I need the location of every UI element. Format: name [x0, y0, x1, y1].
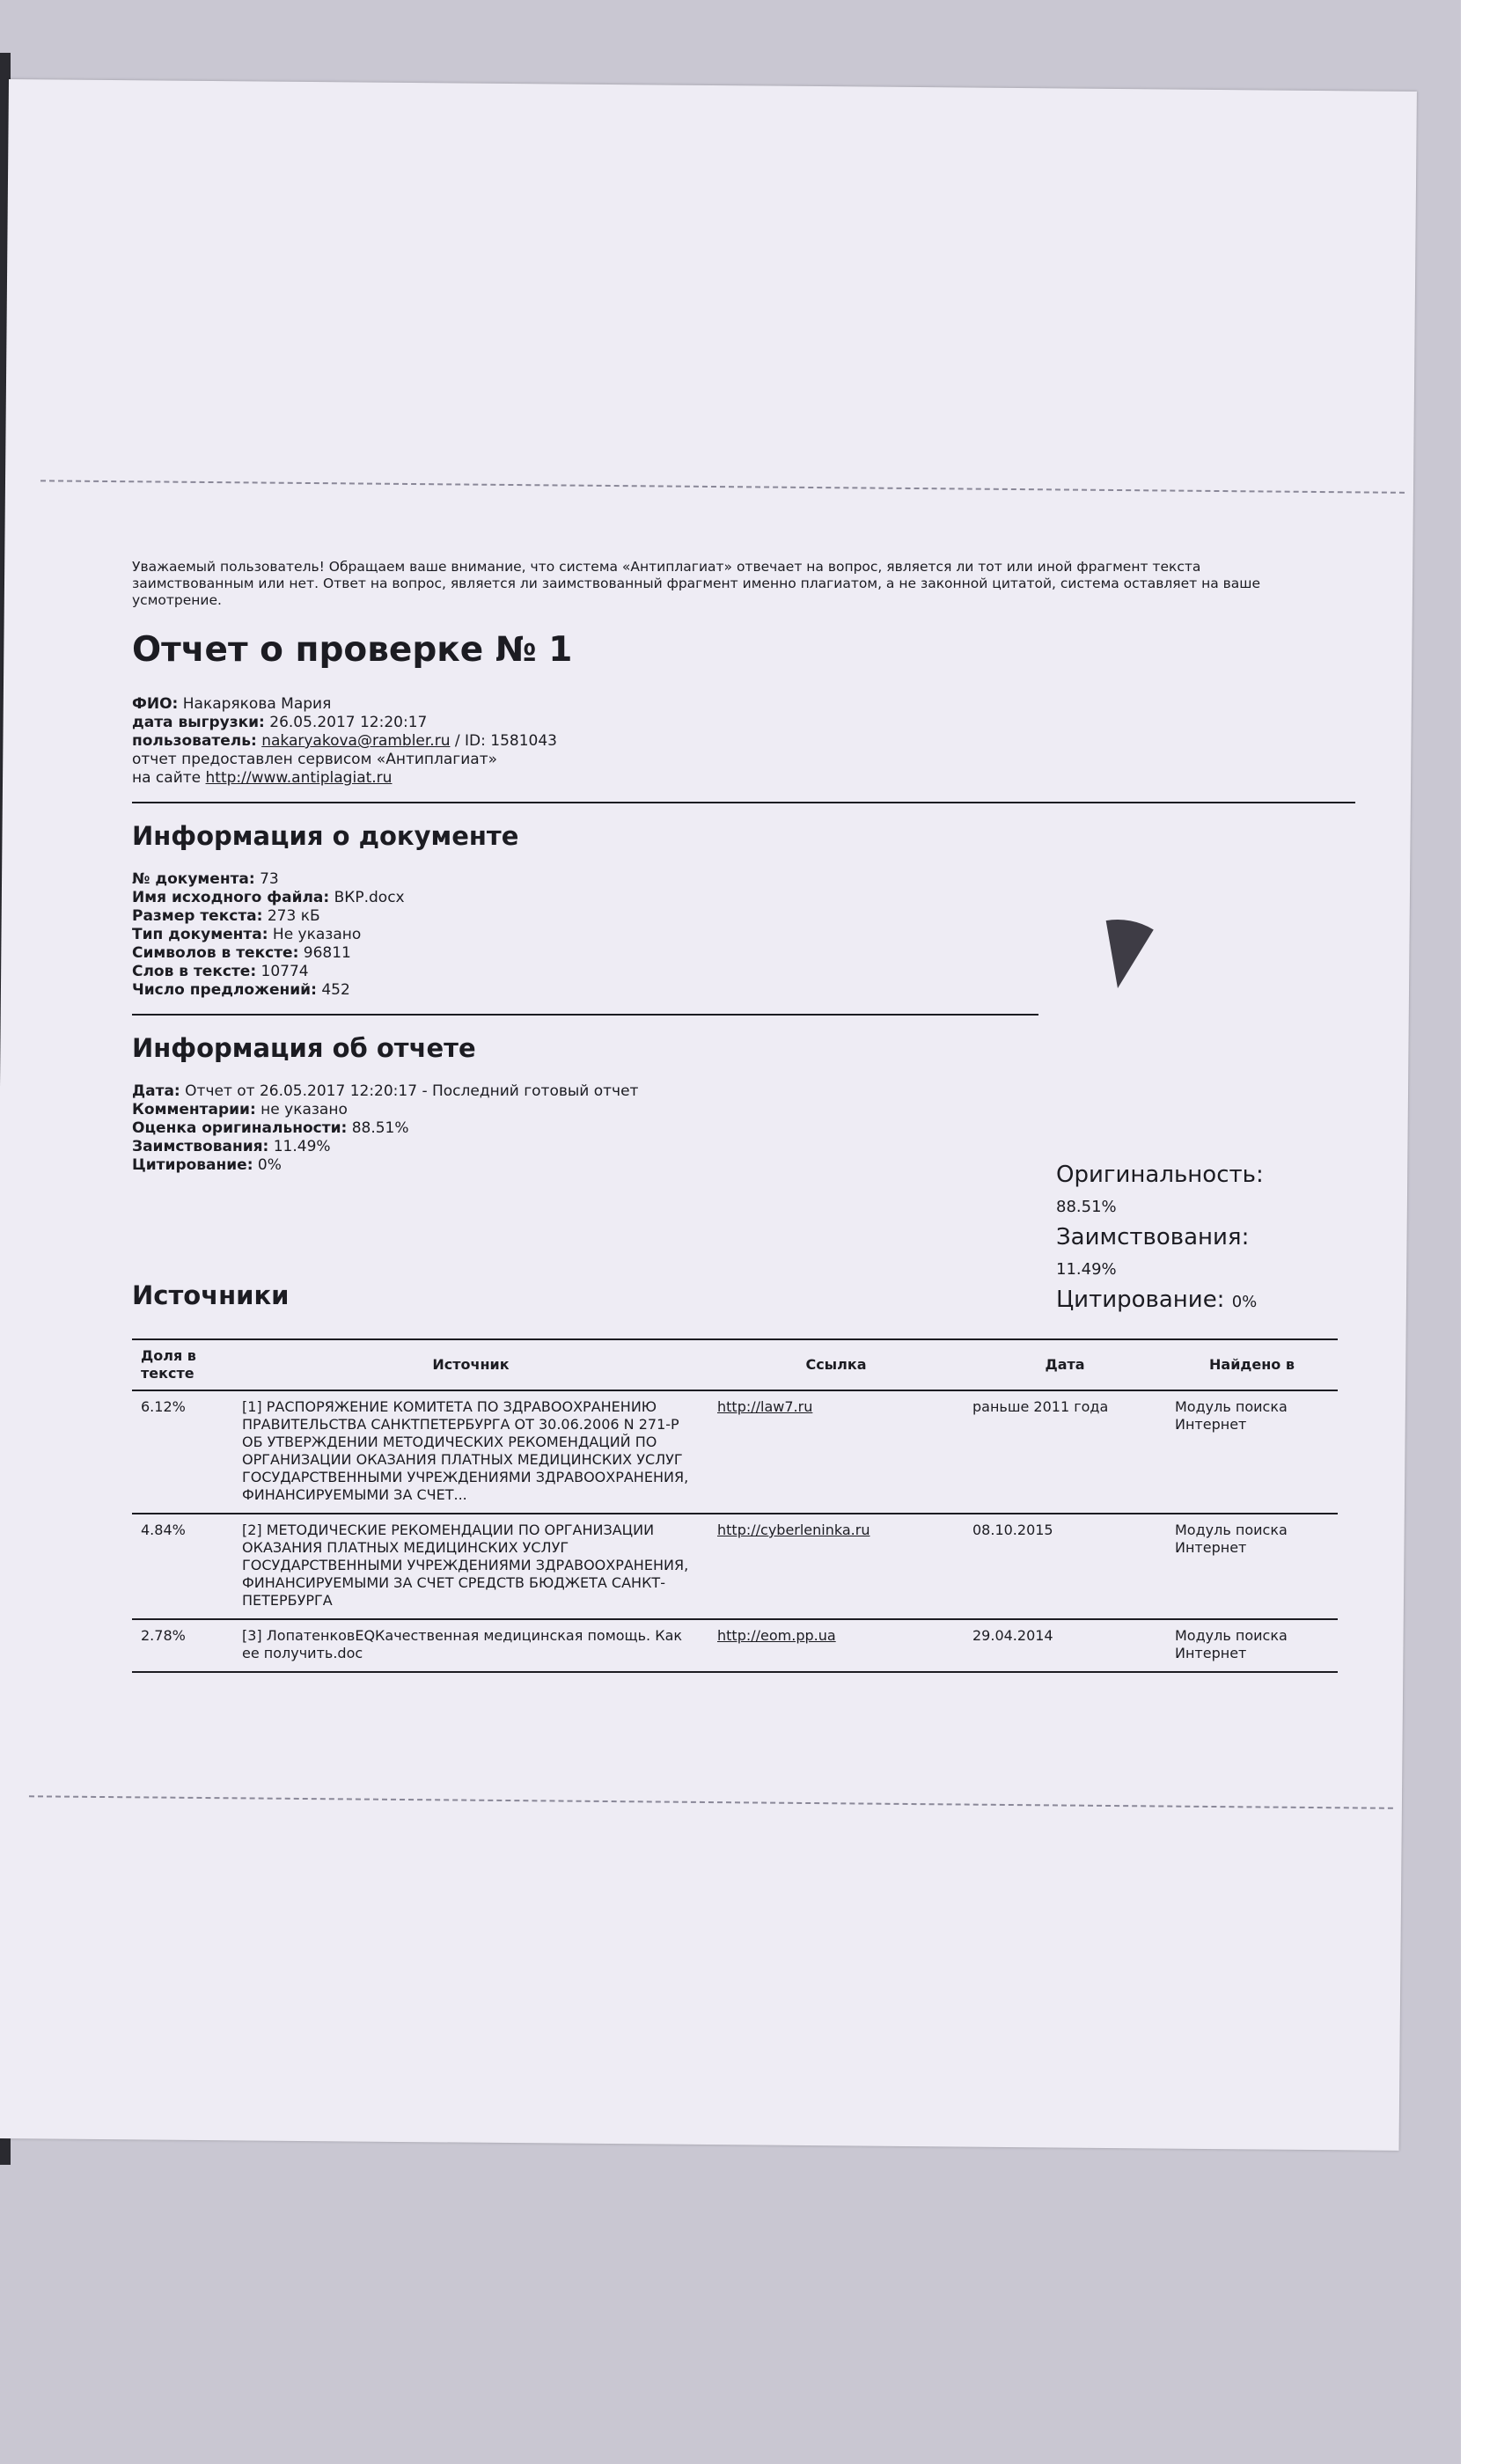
- user-id: / ID: 1581043: [454, 732, 557, 750]
- source-cell: [233, 1619, 708, 1672]
- table-row: [132, 1390, 1338, 1514]
- report-info-heading: Информация об отчете: [132, 1033, 476, 1063]
- divider: [132, 802, 1355, 803]
- report-info-label: Оценка оригинальности:: [132, 1119, 348, 1137]
- report-info-label: Комментарии:: [132, 1101, 256, 1118]
- source-link-text[interactable]: http://law7.ru: [717, 1398, 813, 1415]
- fio-row: ФИО: Накарякова Мария: [132, 695, 332, 713]
- col-date: Дата: [964, 1339, 1166, 1390]
- col-source: Источник: [233, 1339, 708, 1390]
- sources-body: [132, 1390, 1338, 1672]
- user-row: пользователь: nakaryakova@rambler.ru / ID: 1581043: [132, 732, 557, 750]
- source-link-text[interactable]: http://eom.pp.ua: [717, 1627, 836, 1644]
- divider: [132, 1014, 1038, 1016]
- found-in-cell-text: Модуль поиска Интернет: [1175, 1398, 1288, 1433]
- originality-pie-chart: [1030, 900, 1206, 1076]
- doc-info-value: 452: [321, 981, 350, 999]
- report-info-label: Дата:: [132, 1082, 180, 1100]
- sources-table: [132, 1338, 1338, 1673]
- report-info-row: [132, 1082, 1311, 1101]
- provided-by: отчет предоставлен сервисом «Антиплагиат»: [132, 751, 497, 768]
- found-in-cell: [1166, 1514, 1338, 1619]
- table-row: [132, 1514, 1338, 1619]
- report-info-value: не указано: [261, 1101, 348, 1118]
- site-row: на сайте http://www.antiplagiat.ru: [132, 769, 393, 787]
- source-cell-text: [3] ЛопатенковEQКачественная медицинская помощь. Как ее получить.doc: [242, 1627, 683, 1661]
- export-date-value: 26.05.2017 12:20:17: [269, 714, 428, 731]
- report-content: [132, 559, 1311, 1673]
- date-cell: [964, 1619, 1166, 1672]
- date-cell: [964, 1390, 1166, 1514]
- found-in-cell-text: Модуль поиска Интернет: [1175, 1627, 1288, 1661]
- source-link[interactable]: [708, 1514, 964, 1619]
- report-info-row: [132, 1138, 1311, 1156]
- source-cell-text: [2] МЕТОДИЧЕСКИЕ РЕКОМЕНДАЦИИ ПО ОРГАНИЗАЦИИ ОКАЗАНИЯ ПЛАТНЫХ МЕДИЦИНСКИХ УСЛУГ ГОСУДАРСТВЕННЫМИ УЧРЕЖДЕНИЯМИ ЗДРАВООХРАНЕНИЯ, ФИНАНСИРУЕМЫМИ ЗА СЧЕТ СРЕДСТВ БЮДЖЕТА САНКТ-ПЕТЕРБУРГА: [242, 1522, 689, 1609]
- source-cell: [233, 1514, 708, 1619]
- date-cell-text: раньше 2011 года: [972, 1398, 1109, 1415]
- share-cell: [132, 1514, 233, 1619]
- doc-info-value: 10774: [261, 963, 309, 980]
- doc-info-label: № документа:: [132, 870, 255, 888]
- fio-value: Накарякова Мария: [182, 695, 332, 713]
- doc-info-label: Размер текста:: [132, 907, 263, 925]
- sources-header-row: [132, 1339, 1338, 1390]
- share-cell: [132, 1390, 233, 1514]
- report-info-value: 88.51%: [351, 1119, 409, 1137]
- pie-legend: [1056, 1160, 1311, 1317]
- cut-line-top: [40, 480, 1405, 494]
- report-meta: [132, 695, 1311, 788]
- source-link[interactable]: [708, 1619, 964, 1672]
- source-link[interactable]: [708, 1390, 964, 1514]
- doc-info-label: Число предложений:: [132, 981, 317, 999]
- share-cell-text: 2.78%: [141, 1627, 186, 1644]
- legend-borrowing: Заимствования: 11.49%: [1056, 1224, 1250, 1279]
- table-row: [132, 1619, 1338, 1672]
- report-info-value: 11.49%: [273, 1138, 331, 1155]
- cut-line-bottom: [29, 1795, 1393, 1809]
- source-link-text[interactable]: http://cyberleninka.ru: [717, 1522, 870, 1538]
- doc-info-label: Имя исходного файла:: [132, 889, 330, 906]
- found-in-cell-text: Модуль поиска Интернет: [1175, 1522, 1288, 1556]
- report-info-label: Заимствования:: [132, 1138, 269, 1155]
- found-in-cell: [1166, 1390, 1338, 1514]
- date-cell-text: 08.10.2015: [972, 1522, 1053, 1538]
- date-cell: [964, 1514, 1166, 1619]
- doc-info-row: [132, 870, 1311, 889]
- antiplagiat-notice: Уважаемый пользователь! Обращаем ваше внимание, что система «Антиплагиат» отвечает на вопрос, является ли тот или иной фрагмент текста заимствованным или нет. Ответ на вопрос, является ли заимствованный фрагмент именно плагиатом, а не законной цитатой, система оставляет на ваше усмотрение.: [132, 559, 1260, 608]
- doc-info-value: ВКР.docx: [334, 889, 405, 906]
- export-date-row: дата выгрузки: 26.05.2017 12:20:17: [132, 714, 428, 731]
- legend-citation: Цитирование: 0%: [1056, 1287, 1258, 1313]
- report-info-value: Отчет от 26.05.2017 12:20:17 - Последний готовый отчет: [185, 1082, 639, 1100]
- share-cell: [132, 1619, 233, 1672]
- site-link[interactable]: http://www.antiplagiat.ru: [205, 769, 393, 787]
- report-info-value: 0%: [257, 1156, 282, 1174]
- doc-info-value: 96811: [303, 944, 351, 962]
- share-cell-text: 4.84%: [141, 1522, 186, 1538]
- report-title: Отчет о проверке № 1: [132, 630, 573, 670]
- legend-originality: Оригинальность: 88.51%: [1056, 1162, 1264, 1216]
- doc-info-value: Не указано: [272, 926, 362, 943]
- user-email-link[interactable]: nakaryakova@rambler.ru: [261, 732, 451, 750]
- doc-info-label: Тип документа:: [132, 926, 268, 943]
- doc-info-heading: Информация о документе: [132, 821, 519, 851]
- col-share: Доля в тексте: [132, 1339, 233, 1390]
- source-cell-text: [1] РАСПОРЯЖЕНИЕ КОМИТЕТА ПО ЗДРАВООХРАНЕНИЮ ПРАВИТЕЛЬСТВА САНКТПЕТЕРБУРГА ОТ 30.06.2006 N 271-Р ОБ УТВЕРЖДЕНИИ МЕТОДИЧЕСКИХ РЕКОМЕНДАЦИЙ ПО ОРГАНИЗАЦИИ ОКАЗАНИЯ ПЛАТНЫХ МЕДИЦИНСКИХ УСЛУГ ГОСУДАРСТВЕННЫМИ УЧРЕЖДЕНИЯМИ ЗДРАВООХРАНЕНИЯ, ФИНАНСИРУЕМЫМИ ЗА СЧЕТ...: [242, 1398, 689, 1503]
- report-info-label: Цитирование:: [132, 1156, 253, 1174]
- col-url: Ссылка: [708, 1339, 964, 1390]
- doc-info-label: Символов в тексте:: [132, 944, 299, 962]
- sources-heading: Источники: [132, 1280, 290, 1310]
- report-info-row: [132, 1119, 1311, 1138]
- source-cell: [233, 1390, 708, 1514]
- col-found-in: Найдено в: [1166, 1339, 1338, 1390]
- doc-info-label: Слов в тексте:: [132, 963, 257, 980]
- date-cell-text: 29.04.2014: [972, 1627, 1053, 1644]
- share-cell-text: 6.12%: [141, 1398, 186, 1415]
- found-in-cell: [1166, 1619, 1338, 1672]
- doc-info-value: 73: [260, 870, 279, 888]
- doc-info-value: 273 кБ: [267, 907, 320, 925]
- report-info-row: [132, 1101, 1311, 1119]
